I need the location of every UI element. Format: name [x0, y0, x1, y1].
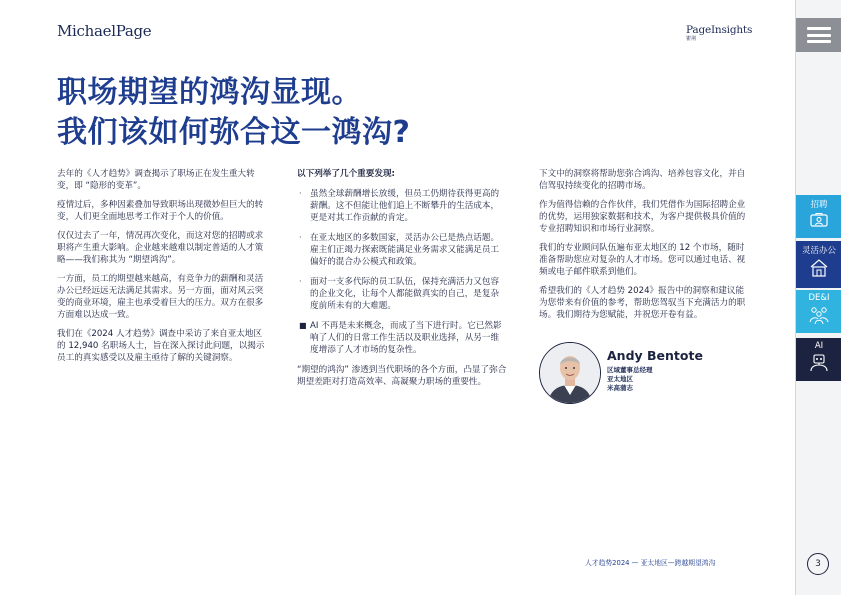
- michael-page-logo: MichaelPage: [57, 22, 152, 40]
- paragraph: 下文中的洞察将帮助您弥合鸿沟、培养包容文化，并自信驾驭持续变化的招聘市场。: [539, 169, 746, 191]
- paragraph: 去年的《人才趋势》调查揭示了职场正在发生重大转变，即 “隐形的变革”。: [57, 169, 255, 191]
- page-insights-title: PageInsights: [686, 24, 753, 36]
- paragraph: 疫情过后，多种因素叠加导致职场出现微妙但巨大的转变，人们更全面地思考工作对于个人的价值。: [57, 200, 264, 222]
- menu-icon[interactable]: [796, 18, 841, 52]
- hiring-icon: [809, 212, 829, 230]
- avatar: [539, 342, 601, 404]
- finding-text: 虽然全球薪酬增长放缓，但员工仍期待获得更高的薪酬。这不但能让他们追上不断攀升的生活成本，更是对其工作贡献的肯定。: [310, 189, 500, 223]
- finding-item: [297, 232, 507, 268]
- finding-text: 在亚太地区的多数国家，灵活办公已是热点话题。雇主们正竭力探索既能满足业务需求又能满足员工偏好的混合办公模式和政策。: [310, 233, 500, 267]
- page-number: 3: [807, 553, 829, 575]
- page-title: [57, 73, 410, 153]
- bullet-marker: ·: [299, 189, 302, 198]
- paragraph: 作为值得信赖的合作伙伴，我们凭借作为国际招聘企业的优势，运用独家数据和技术，为客户提供极具价值的专业招聘知识和市场行业洞察。: [539, 200, 746, 234]
- paragraph: 仅仅过去了一年，情况再次变化，而这对您的招聘或求职将产生重大影响。企业越来越难以制定普适的人才策略——我们称其为 “期望鸿沟”。: [57, 231, 264, 265]
- column-intro: [57, 168, 267, 371]
- column-findings: [297, 168, 507, 388]
- author-region: 亚太地区: [607, 375, 633, 383]
- author-company: 米高蒲志: [607, 384, 633, 392]
- finding-text: AI 不再是未来概念，而成了当下进行时。它已然影响了人们的日常工作生活以及职业选择，从另一维度增添了人才市场的复杂性。: [310, 321, 502, 355]
- bullet-marker: ·: [299, 233, 302, 242]
- sidebar: [795, 0, 841, 595]
- author-role: [607, 366, 653, 393]
- tab-flexible-work-label: 灵活办公: [801, 246, 836, 256]
- paragraph: 我们的专业顾问队伍遍布亚太地区的 12 个市场，随时准备帮助您应对复杂的人才市场。您可以通过电话、视频或电子邮件联系到他们。: [539, 243, 746, 277]
- bullet-marker: ■: [299, 321, 307, 330]
- tab-ai[interactable]: [796, 338, 841, 381]
- finding-item: [297, 188, 507, 224]
- findings-list: [297, 188, 507, 356]
- ai-icon: [808, 353, 830, 373]
- diversity-icon: [807, 305, 831, 325]
- footer-title: 人才趋势2024 — 亚太地区—跨越期望鸿沟: [585, 559, 716, 567]
- finding-text: 面对一支多代际的员工队伍，保持充满活力又包容的企业文化，让每个人都能做真实的自己，是复杂度前所未有的大难题。: [310, 277, 500, 311]
- page-insights-logo: [686, 24, 752, 42]
- page-insights-subtitle: 瞿荆: [686, 36, 697, 42]
- tab-dei[interactable]: [796, 290, 841, 333]
- tab-hiring[interactable]: [796, 195, 841, 238]
- author-title: 区域董事总经理: [607, 366, 653, 374]
- page-title-line-2: 我们该如何弥合这一鸿沟?: [57, 115, 411, 150]
- page-title-line-1: 职场期望的鸿沟显现。: [57, 75, 362, 110]
- flexible-work-icon: [808, 258, 830, 278]
- finding-item: [297, 276, 507, 312]
- tab-hiring-label: 招聘: [810, 200, 828, 210]
- portrait-icon: [540, 343, 600, 403]
- paragraph: 我们在《2024 人才趋势》调查中采访了来自亚太地区的 12,940 名职场人士，旨在深入探讨此问题，以揭示员工的真实感受以及雇主亟待了解的关键洞察。: [57, 329, 265, 363]
- tab-ai-label: AI: [814, 341, 824, 351]
- author-name: Andy Bentote: [607, 348, 703, 363]
- findings-heading: 以下列举了几个重要发现:: [297, 169, 395, 179]
- tab-flexible-work[interactable]: [796, 241, 841, 288]
- bullet-marker: ·: [299, 277, 302, 286]
- finding-item: [297, 320, 507, 356]
- paragraph: 希望我们的《人才趋势 2024》报告中的洞察和建议能为您带来有价值的参考，帮助您驾驭当下充满活力的职场。我们期待为您赋能，并祝您开卷有益。: [539, 286, 746, 320]
- findings-closing: “期望的鸿沟” 渗透到当代职场的各个方面，凸显了弥合期望差距对打造高效率、高凝聚力职场的重要性。: [297, 365, 507, 387]
- column-outlook: [539, 168, 751, 328]
- tab-dei-label: DE&I: [808, 293, 830, 303]
- paragraph: 一方面，员工的期望越来越高，有竞争力的薪酬和灵活办公已经远远无法满足其需求。另一方面，面对风云突变的商业环境，雇主也承受着巨大的压力。双方在很多方面难以达成一致。: [57, 274, 264, 320]
